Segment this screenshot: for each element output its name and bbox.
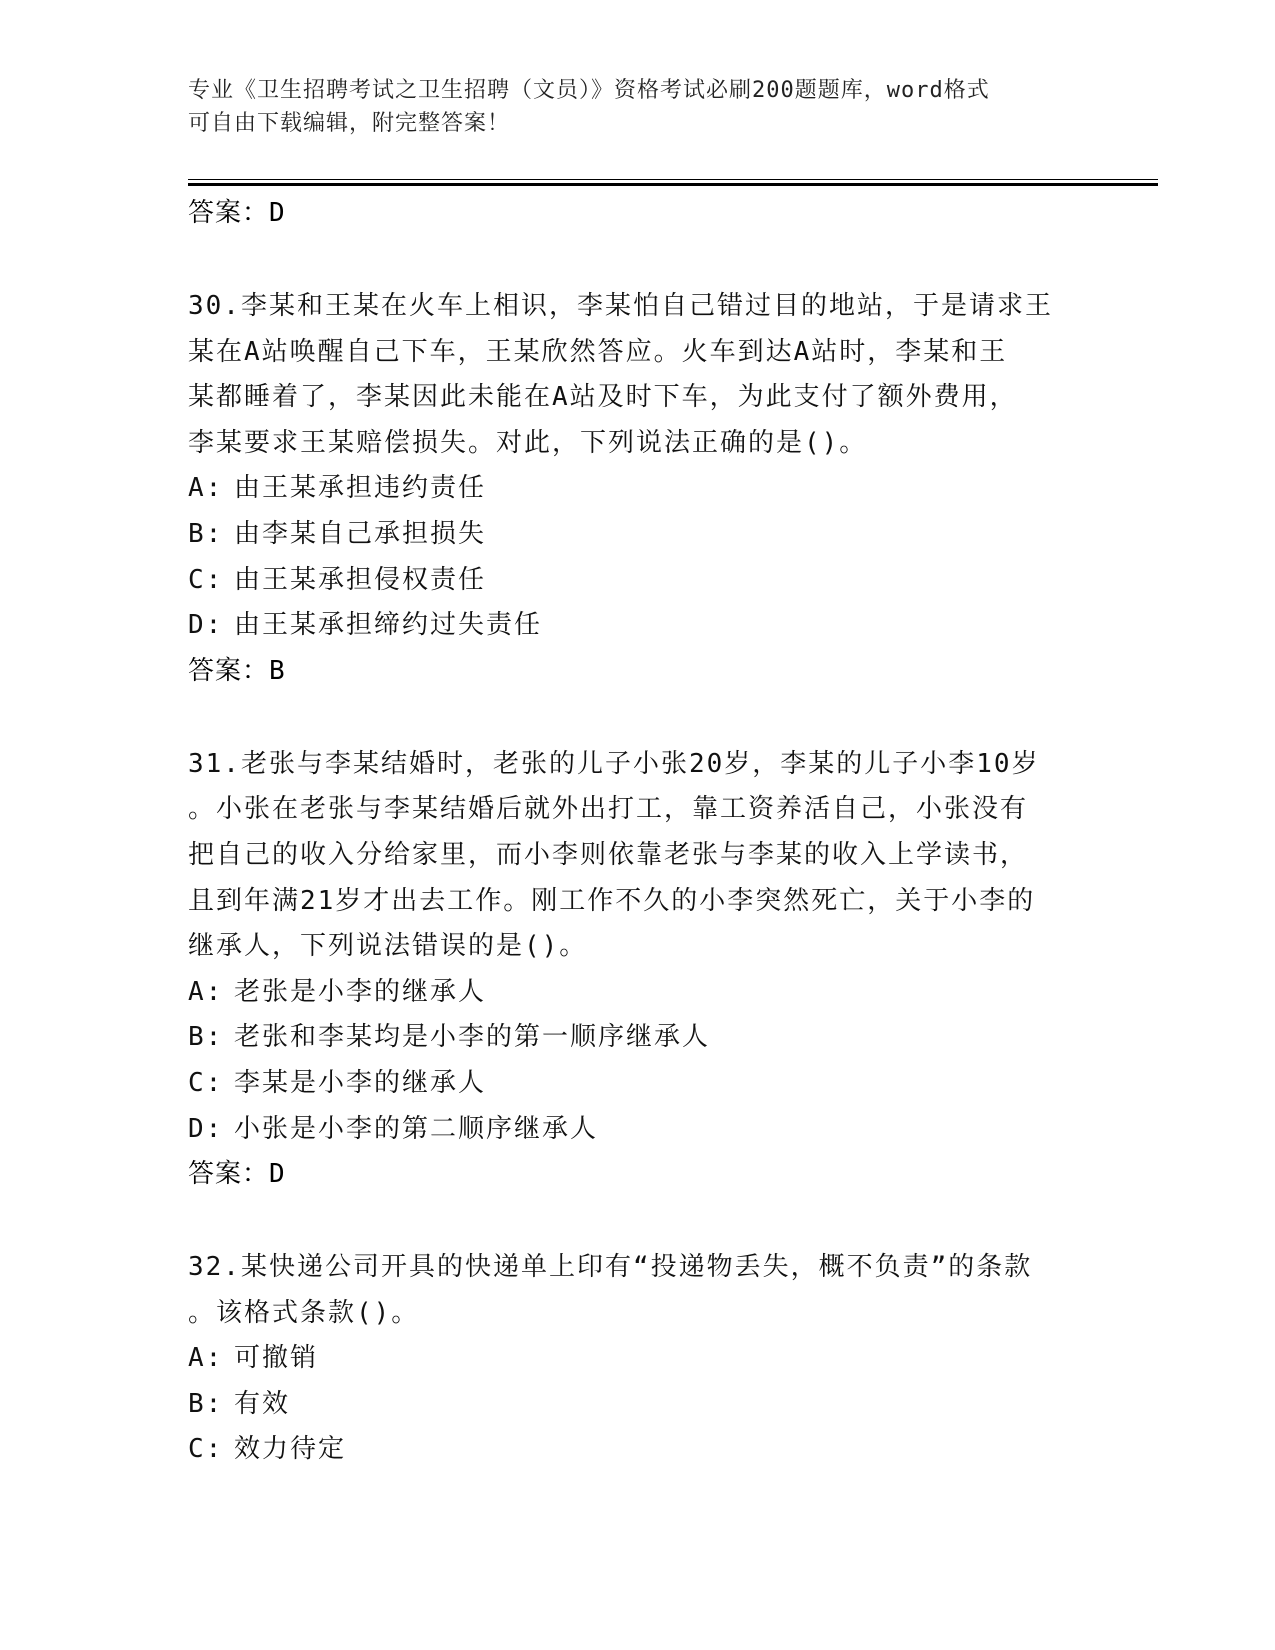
option-text: 由王某承担缔约过失责任 <box>234 610 543 641</box>
question-list <box>188 191 1088 1473</box>
option-c <box>188 558 1088 604</box>
option-text: 有效 <box>234 1388 291 1419</box>
question-stem <box>188 742 1088 970</box>
question-line: 某在A站唤醒自己下车，王某欣然答应。火车到达A站时，李某和王 <box>188 336 1008 367</box>
option-text: 由李某自己承担损失 <box>234 518 487 549</box>
option-text: 由王某承担侵权责任 <box>234 564 487 595</box>
option-b <box>188 1382 1088 1428</box>
option-text: 李某是小李的继承人 <box>234 1067 487 1098</box>
question-31 <box>188 742 1088 1196</box>
option-key: C: <box>188 1434 224 1465</box>
option-key: A: <box>188 976 224 1007</box>
spacer <box>188 1196 1088 1245</box>
option-c <box>188 1427 1088 1473</box>
question-stem <box>188 1245 1088 1336</box>
option-key: C: <box>188 564 224 595</box>
option-d <box>188 603 1088 649</box>
option-text: 效力待定 <box>234 1434 347 1465</box>
option-key: B: <box>188 518 224 549</box>
header-line-2: 可自由下载编辑，附完整答案！ <box>188 111 511 136</box>
option-text: 由王某承担违约责任 <box>234 473 487 504</box>
question-30 <box>188 284 1088 693</box>
question-line: 31.老张与李某结婚时，老张的儿子小张20岁，李某的儿子小李10岁 <box>188 748 1040 779</box>
document-header <box>188 74 1088 140</box>
question-line: 32.某快递公司开具的快递单上印有“投递物丢失，概不负责”的条款 <box>188 1252 1033 1283</box>
option-key: B: <box>188 1388 224 1419</box>
question-line: 30.李某和王某在火车上相识，李某怕自己错过目的地站，于是请求王 <box>188 291 1053 321</box>
option-text: 可撤销 <box>234 1343 319 1374</box>
question-line: 且到年满21岁才出去工作。刚工作不久的小李突然死亡，关于小李的 <box>188 885 1036 916</box>
question-line: 李某要求王某赔偿损失。对此，下列说法正确的是()。 <box>188 427 868 458</box>
question-line: 把自己的收入分给家里，而小李则依靠老张与李某的收入上学读书， <box>188 839 1029 870</box>
option-key: C: <box>188 1067 224 1098</box>
header-divider-thin <box>188 179 1158 180</box>
question-line: 某都睡着了，李某因此未能在A站及时下车，为此支付了额外费用， <box>188 382 1018 413</box>
option-text: 老张和李某均是小李的第一顺序继承人 <box>234 1022 711 1053</box>
option-key: D: <box>188 610 224 641</box>
previous-answer: 答案：D <box>188 198 286 228</box>
option-key: B: <box>188 1022 224 1053</box>
spacer <box>188 693 1088 742</box>
question-32 <box>188 1245 1088 1473</box>
option-key: A: <box>188 1343 224 1374</box>
option-key: A: <box>188 473 224 504</box>
question-line: 。小张在老张与李某结婚后就外出打工，靠工资养活自己，小张没有 <box>188 794 1029 825</box>
spacer <box>188 235 1088 284</box>
option-d <box>188 1107 1088 1153</box>
answer-line: 答案：B <box>188 655 286 686</box>
option-text: 老张是小李的继承人 <box>234 976 487 1007</box>
answer-line: 答案：D <box>188 1159 286 1190</box>
header-line-1: 专业《卫生招聘考试之卫生招聘（文员）》资格考试必刷200题题库，word格式 <box>188 78 990 103</box>
option-a <box>188 466 1088 512</box>
header-divider-thick <box>188 183 1158 186</box>
option-a <box>188 1336 1088 1382</box>
question-stem <box>188 284 1088 466</box>
option-b <box>188 1015 1088 1061</box>
option-c <box>188 1061 1088 1107</box>
option-text: 小张是小李的第二顺序继承人 <box>234 1113 599 1144</box>
question-line: 。该格式条款()。 <box>188 1297 420 1328</box>
question-line: 继承人，下列说法错误的是()。 <box>188 931 588 962</box>
option-key: D: <box>188 1113 224 1144</box>
option-b <box>188 512 1088 558</box>
option-a <box>188 970 1088 1016</box>
